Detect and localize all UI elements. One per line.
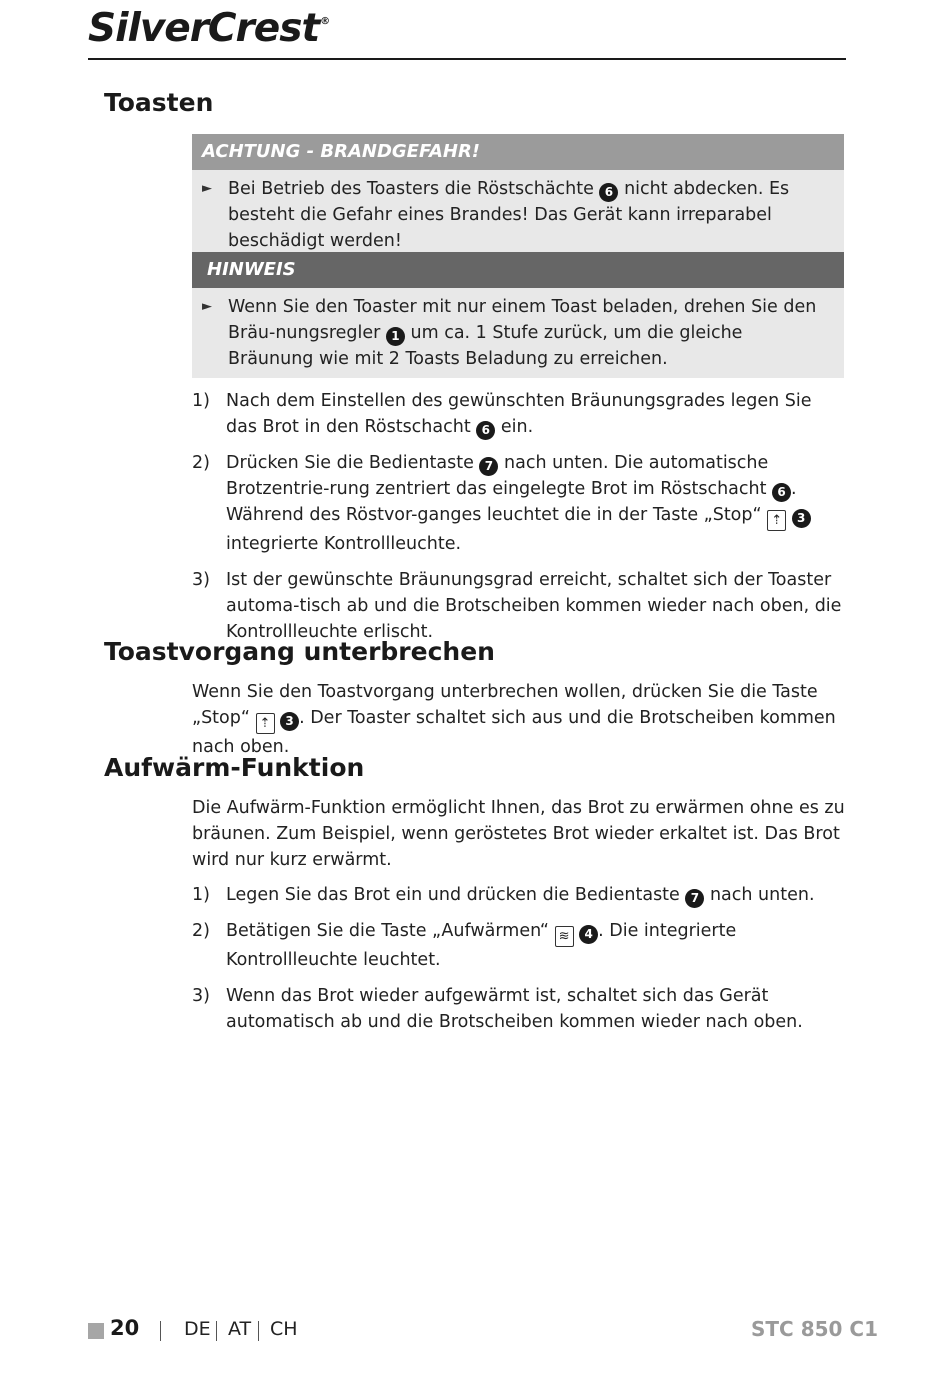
part-ref-badge: 6 xyxy=(476,421,495,440)
part-ref-badge: 6 xyxy=(599,183,618,202)
part-ref-badge: 3 xyxy=(792,509,811,528)
section-title-reheat: Aufwärm-Funktion xyxy=(104,753,365,782)
step-text: Ist der gewünschte Bräunungsgrad erreicht, schaltet sich der Toaster automa-tisch ab und die Brotscheiben kommen wieder nach oben, die Kontrollleuchte erlischt. xyxy=(226,570,842,642)
step-number: 1) xyxy=(192,885,210,905)
model-number: STC 850 C1 xyxy=(751,1317,878,1341)
list-item xyxy=(192,882,848,908)
step-number: 3) xyxy=(192,570,210,590)
paragraph-text: Wenn Sie den Toastvorgang unterbrechen wollen, drücken Sie die Taste „Stop“ xyxy=(192,682,818,728)
step-text: integrierte Kontrollleuchte. xyxy=(226,534,462,554)
arrow-bullet-icon: ► xyxy=(202,181,212,196)
part-ref-badge: 4 xyxy=(579,925,598,944)
section-title-toasten: Toasten xyxy=(104,88,214,117)
step-text: nach unten. Die automatische Brotzentrie-rung zentriert das eingelegte Brot im Röstschacht xyxy=(226,453,769,499)
section-title-interrupt: Toastvorgang unterbrechen xyxy=(104,637,495,666)
registered-mark: ® xyxy=(320,16,330,27)
reheat-intro: Die Aufwärm-Funktion ermöglicht Ihnen, das Brot zu erwärmen ohne es zu bräunen. Zum Beispiel, wenn geröstetes Brot wieder erkaltet ist. Das Brot wird nur kurz erwärmt. xyxy=(192,798,845,870)
step-text: ein. xyxy=(500,417,534,437)
list-item xyxy=(192,918,848,973)
part-ref-badge: 6 xyxy=(772,483,791,502)
part-ref-badge: 7 xyxy=(479,457,498,476)
note-body xyxy=(192,288,844,378)
step-text: Betätigen Sie die Taste „Aufwärmen“ xyxy=(226,921,549,941)
arrow-bullet-icon: ► xyxy=(202,299,212,314)
step-number: 2) xyxy=(192,921,210,941)
brand-logo xyxy=(88,6,329,51)
list-item xyxy=(192,388,848,440)
stop-key-icon: ⇡ xyxy=(767,510,786,531)
part-ref-badge: 1 xyxy=(386,327,405,346)
page-number: 20 xyxy=(110,1316,140,1340)
step-number: 3) xyxy=(192,986,210,1006)
stop-key-icon: ⇡ xyxy=(256,713,275,734)
part-ref-badge: 7 xyxy=(685,889,704,908)
lang-ch: CH xyxy=(270,1318,298,1340)
note-text: um ca. 1 Stufe zurück, um die gleiche Bräunung wie mit 2 Toasts Beladung zu erreichen. xyxy=(228,323,743,369)
page-footer xyxy=(88,1316,878,1346)
footer-square-icon xyxy=(88,1323,104,1339)
divider xyxy=(216,1321,217,1341)
warning-text: nicht abdecken. Es besteht die Gefahr eines Brandes! Das Gerät kann irreparabel beschädigt werden! xyxy=(228,179,790,251)
warning-label: ACHTUNG - BRANDGEFAHR! xyxy=(192,134,844,170)
list-item xyxy=(192,450,848,557)
reheat-key-icon: ≋ xyxy=(555,926,574,947)
step-text: Wenn das Brot wieder aufgewärmt ist, schaltet sich das Gerät automatisch ab und die Brotscheiben kommen wieder nach oben. xyxy=(226,986,803,1032)
warning-body xyxy=(192,170,844,260)
divider xyxy=(258,1321,259,1341)
step-text: nach unten. xyxy=(709,885,815,905)
list-item xyxy=(192,567,848,645)
interrupt-paragraph xyxy=(192,679,848,760)
step-number: 1) xyxy=(192,391,210,411)
lang-de: DE xyxy=(184,1318,211,1340)
note-box xyxy=(192,252,844,378)
step-text: . Die integrierte Kontrollleuchte leuchtet. xyxy=(226,921,737,970)
step-text: Nach dem Einstellen des gewünschten Bräunungsgrades legen Sie das Brot in den Röstschacht xyxy=(226,391,812,437)
note-text: Wenn Sie den Toaster mit nur einem Toast beladen, drehen Sie den Bräu-nungsregler xyxy=(228,297,817,343)
warning-text: Bei Betrieb des Toasters die Röstschächte xyxy=(228,179,594,199)
part-ref-badge: 3 xyxy=(280,712,299,731)
divider xyxy=(160,1321,161,1341)
brand-name: SilverCrest xyxy=(88,6,320,51)
lang-at: AT xyxy=(228,1318,252,1340)
reheat-steps xyxy=(192,882,848,1045)
warning-box xyxy=(192,134,844,260)
header-rule xyxy=(88,58,846,60)
list-item xyxy=(192,983,848,1035)
paragraph-text: . Der Toaster schaltet sich aus und die Brotscheiben kommen nach oben. xyxy=(192,708,836,757)
note-label: HINWEIS xyxy=(192,252,844,288)
step-text: Legen Sie das Brot ein und drücken die Bedientaste xyxy=(226,885,680,905)
step-text: . Während des Röstvor-ganges leuchtet die in der Taste „Stop“ xyxy=(226,479,797,525)
toasten-steps xyxy=(192,388,848,655)
step-text: Drücken Sie die Bedientaste xyxy=(226,453,474,473)
step-number: 2) xyxy=(192,453,210,473)
